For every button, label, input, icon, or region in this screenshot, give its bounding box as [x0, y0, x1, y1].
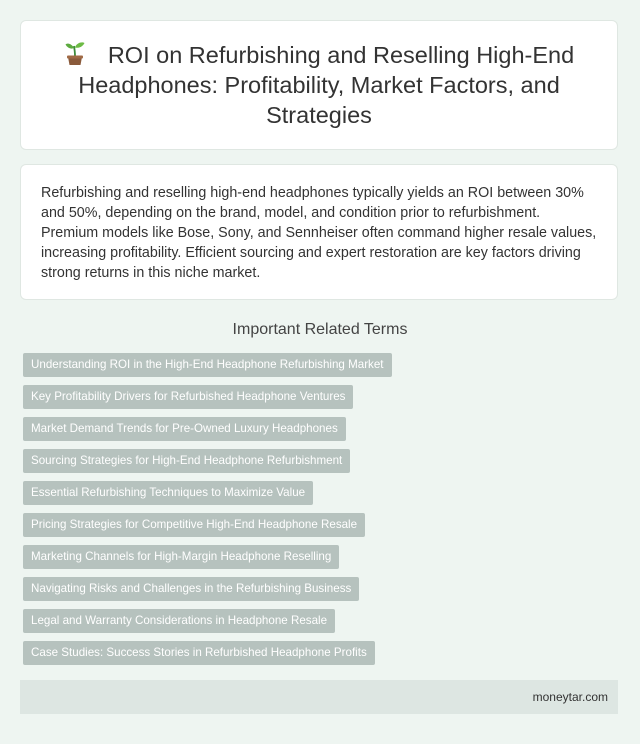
related-term-tag[interactable]: Legal and Warranty Considerations in Headphone Resale: [23, 609, 335, 633]
related-term-tag[interactable]: Case Studies: Success Stories in Refurbished Headphone Profits: [23, 641, 375, 665]
list-item: [23, 385, 392, 409]
summary-text: Refurbishing and reselling high-end headphones typically yields an ROI between 30% and 50%, depending on the brand, model, and condition prior to refurbishment. Premium models like Bose, Sony, and Sennheiser often command higher resale values, increasing profitability. Efficient sourcing and expert restoration are key factors driving strong returns in this niche market.: [41, 185, 597, 281]
page-title: [51, 40, 587, 130]
related-term-tag[interactable]: Marketing Channels for High-Margin Headphone Reselling: [23, 545, 339, 569]
related-term-tag[interactable]: Understanding ROI in the High-End Headphone Refurbishing Market: [23, 353, 392, 377]
sprout-icon: [64, 40, 86, 66]
list-item: [23, 417, 392, 441]
related-term-tag[interactable]: Essential Refurbishing Techniques to Maximize Value: [23, 481, 313, 505]
list-item: [23, 545, 392, 569]
related-term-tag[interactable]: Key Profitability Drivers for Refurbished Headphone Ventures: [23, 385, 353, 409]
related-terms-list: [23, 353, 392, 673]
related-term-tag[interactable]: Sourcing Strategies for High-End Headphone Refurbishment: [23, 449, 350, 473]
summary-card: [20, 164, 618, 300]
related-term-tag[interactable]: Market Demand Trends for Pre-Owned Luxury Headphones: [23, 417, 346, 441]
list-item: [23, 449, 392, 473]
list-item: [23, 481, 392, 505]
list-item: [23, 353, 392, 377]
footer: [20, 680, 618, 714]
list-item: [23, 641, 392, 665]
list-item: [23, 577, 392, 601]
related-term-tag[interactable]: Navigating Risks and Challenges in the Refurbishing Business: [23, 577, 359, 601]
page-title-text: ROI on Refurbishing and Reselling High-End Headphones: Profitability, Market Factors, and Strategies: [78, 42, 575, 128]
footer-site-link[interactable]: moneytar.com: [532, 690, 608, 704]
list-item: [23, 513, 392, 537]
title-card: [20, 20, 618, 150]
related-term-tag[interactable]: Pricing Strategies for Competitive High-End Headphone Resale: [23, 513, 365, 537]
list-item: [23, 609, 392, 633]
related-terms-heading: Important Related Terms: [232, 321, 408, 338]
